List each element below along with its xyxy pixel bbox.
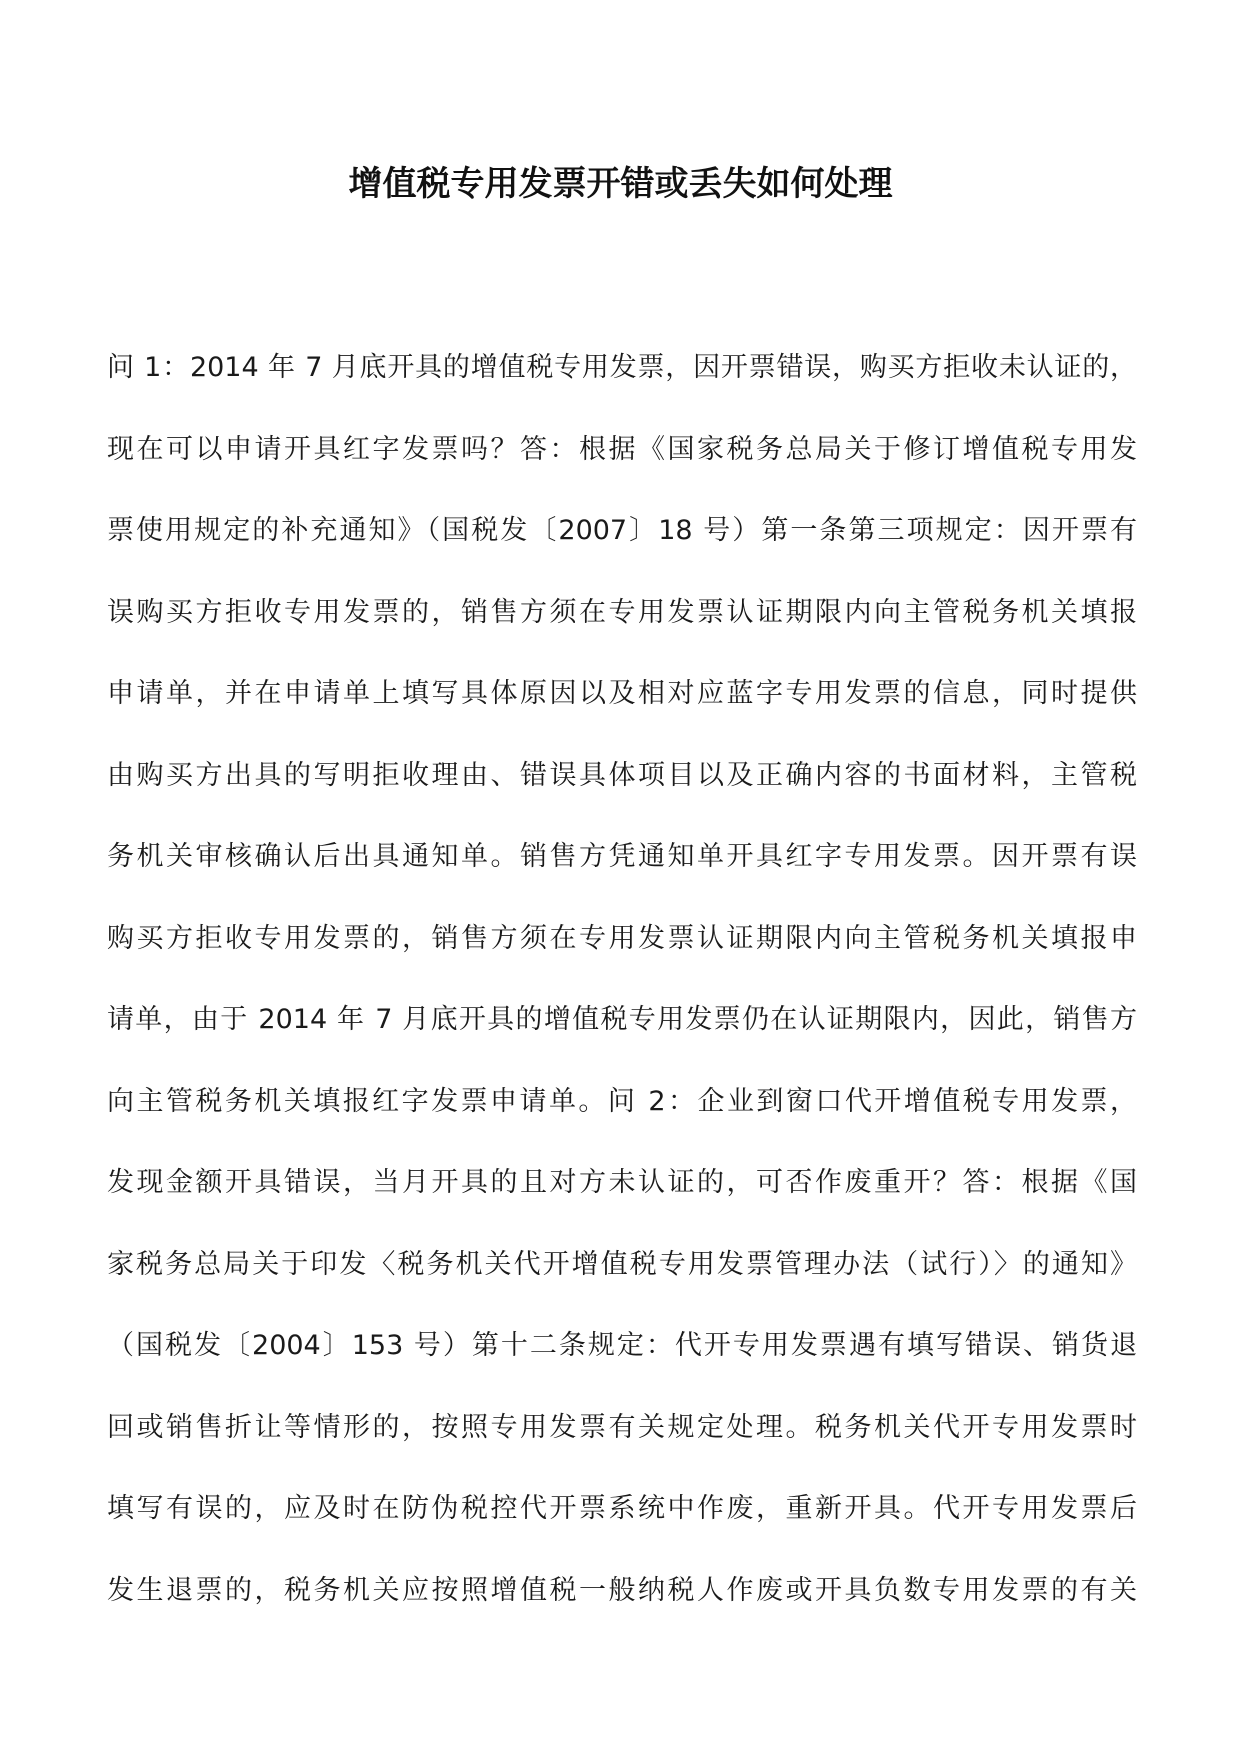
body-line: 票使用规定的补充通知》（国税发〔2007〕18 号）第一条第三项规定：因开票有: [107, 515, 1137, 546]
body-line: 务机关审核确认后出具通知单。销售方凭通知单开具红字专用发票。因开票有误: [107, 841, 1137, 872]
body-line: 申请单，并在申请单上填写具体原因以及相对应蓝字专用发票的信息，同时提供: [107, 678, 1137, 709]
body-line: 请单，由于 2014 年 7 月底开具的增值税专用发票仍在认证期限内，因此，销售方: [107, 1004, 1137, 1035]
document-title: 增值税专用发票开错或丢失如何处理: [348, 164, 893, 204]
body-line: 由购买方出具的写明拒收理由、错误具体项目以及正确内容的书面材料，主管税: [107, 759, 1137, 791]
body-line: 现在可以申请开具红字发票吗？答：根据《国家税务总局关于修订增值税专用发: [107, 433, 1137, 465]
document-body: [107, 348, 1137, 1652]
body-line: 向主管税务机关填报红字发票申请单。问 2：企业到窗口代开增值税专用发票，: [107, 1085, 1137, 1117]
body-line: 发现金额开具错误，当月开具的且对方未认证的，可否作废重开？答：根据《国: [107, 1167, 1137, 1198]
body-line: 家税务总局关于印发〈税务机关代开增值税专用发票管理办法（试行）〉的通知》: [107, 1248, 1137, 1280]
body-line: 问 1：2014 年 7 月底开具的增值税专用发票，因开票错误，购买方拒收未认证的，: [107, 352, 1137, 383]
body-line: 购买方拒收专用发票的，销售方须在专用发票认证期限内向主管税务机关填报申: [107, 922, 1137, 954]
body-line: 填写有误的，应及时在防伪税控代开票系统中作废，重新开具。代开专用发票后: [107, 1493, 1137, 1524]
body-line: 误购买方拒收专用发票的，销售方须在专用发票认证期限内向主管税务机关填报: [107, 596, 1137, 628]
body-line: 发生退票的，税务机关应按照增值税一般纳税人作废或开具负数专用发票的有关: [107, 1574, 1137, 1606]
body-line: （国税发〔2004〕153 号）第十二条规定：代开专用发票遇有填写错误、销货退: [107, 1330, 1137, 1361]
body-line: 回或销售折让等情形的，按照专用发票有关规定处理。税务机关代开专用发票时: [107, 1411, 1137, 1443]
